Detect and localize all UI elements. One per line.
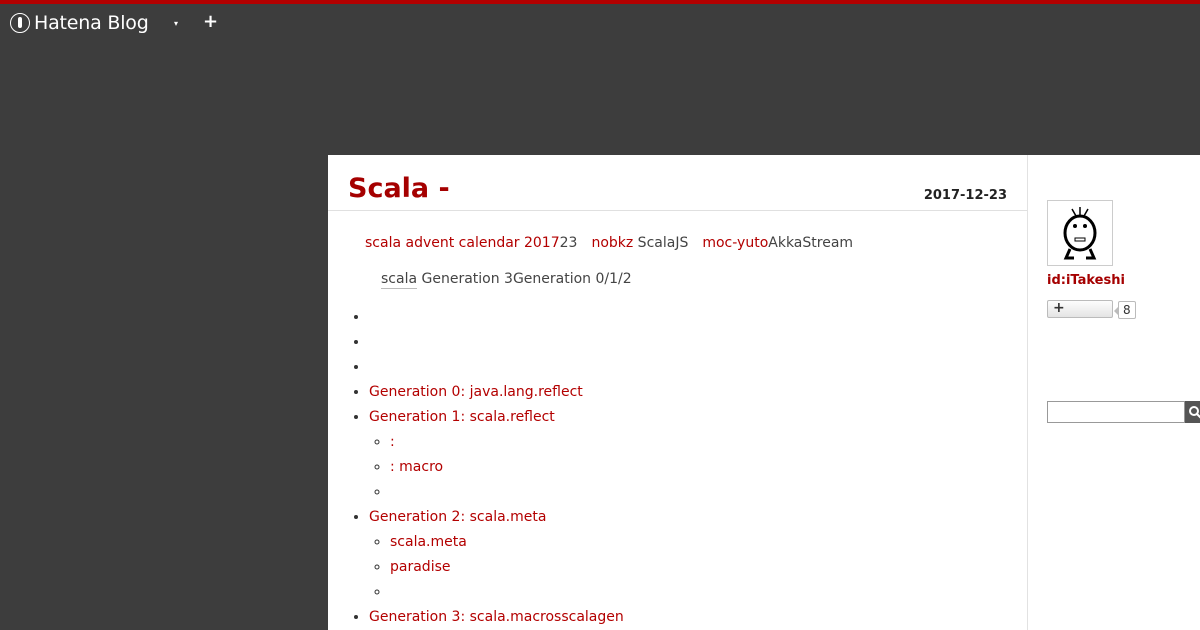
toc-item[interactable] bbox=[369, 330, 624, 355]
caret-down-icon[interactable]: ▾ bbox=[173, 19, 178, 28]
title-divider bbox=[328, 210, 1028, 211]
nobkz-link[interactable]: nobkz bbox=[591, 235, 634, 251]
entry-intro bbox=[365, 235, 853, 251]
moc-yuto-link[interactable]: moc-yuto bbox=[702, 235, 769, 251]
toc-subitem[interactable]: ◦ scala.meta bbox=[390, 530, 624, 555]
avatar[interactable] bbox=[1047, 200, 1113, 266]
toc-link-generation-3[interactable]: Generation 3: scala.macrosscalagen bbox=[369, 609, 624, 625]
entry-title[interactable]: Scala - bbox=[348, 173, 450, 204]
toc-link-generation-1[interactable]: Generation 1: scala.reflect bbox=[369, 409, 555, 425]
global-header bbox=[0, 4, 1200, 44]
intro-text-1: 23 bbox=[559, 235, 578, 251]
search-button[interactable] bbox=[1185, 401, 1200, 423]
toc-item[interactable] bbox=[369, 505, 624, 605]
note-text: Generation 3Generation 0/1/2 bbox=[417, 271, 632, 287]
toc-subitem[interactable] bbox=[390, 580, 624, 605]
hatena-blog-logo[interactable] bbox=[10, 12, 149, 34]
entry-note bbox=[381, 271, 632, 287]
avatar-face-icon bbox=[1048, 201, 1112, 265]
entry-content bbox=[328, 155, 1028, 630]
sidebar bbox=[1028, 155, 1200, 630]
hatena-logo-icon bbox=[10, 13, 30, 33]
search-icon bbox=[1188, 405, 1200, 419]
entry-date[interactable]: 2017-12-23 bbox=[923, 188, 1007, 203]
toc-link-generation-0[interactable]: Generation 0: java.lang.reflect bbox=[369, 384, 583, 400]
toc-item[interactable] bbox=[369, 305, 624, 330]
follow-button[interactable]: + bbox=[1047, 300, 1113, 318]
search-input[interactable] bbox=[1047, 401, 1185, 423]
user-id-link[interactable]: id:iTakeshi bbox=[1047, 273, 1125, 288]
follower-count: 8 bbox=[1118, 301, 1136, 319]
logo-text: Hatena Blog bbox=[34, 12, 149, 34]
intro-text-3: AkkaStream bbox=[768, 235, 854, 251]
toc-item[interactable] bbox=[369, 605, 624, 630]
toc-subitem[interactable] bbox=[390, 480, 624, 505]
toc-subitem[interactable]: ◦ paradise bbox=[390, 555, 624, 580]
scala-keyword-link[interactable]: scala bbox=[381, 271, 418, 287]
plus-icon[interactable]: + bbox=[203, 11, 219, 32]
toc-item[interactable] bbox=[369, 355, 624, 380]
toc-subitem[interactable]: ◦ : macro bbox=[390, 455, 624, 480]
toc-item[interactable] bbox=[369, 405, 624, 505]
table-of-contents bbox=[348, 305, 624, 630]
toc-link-generation-2[interactable]: Generation 2: scala.meta bbox=[369, 509, 547, 525]
advent-calendar-link[interactable]: scala advent calendar 2017 bbox=[365, 235, 560, 251]
intro-text-2: ScalaJS bbox=[633, 235, 689, 251]
toc-subitem[interactable]: ◦ : bbox=[390, 430, 624, 455]
toc-item[interactable] bbox=[369, 380, 624, 405]
